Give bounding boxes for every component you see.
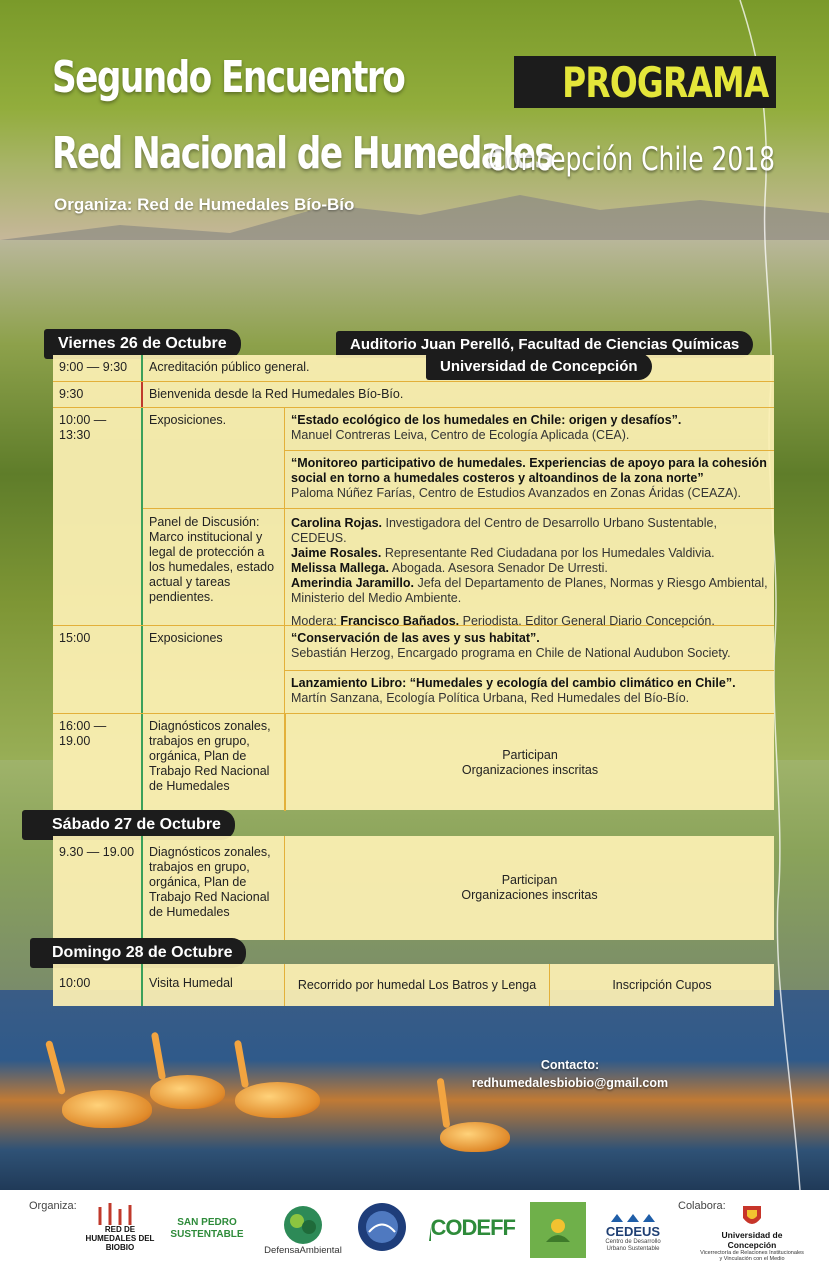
contact-label: Contacto:	[540, 1058, 600, 1072]
organiza-label: Organiza:	[29, 1200, 77, 1212]
defensa-ambiental-logo: DefensaAmbiental	[258, 1200, 348, 1260]
moderator-role: Periodista. Editor General Diario Concepción.	[459, 614, 715, 628]
table-row	[53, 355, 774, 381]
participants-cell	[285, 714, 774, 811]
talk-title: “Conservación de las aves y sus habitat”.	[291, 631, 540, 645]
friday-schedule-table	[53, 355, 774, 810]
humedal-paicavi-logo	[530, 1202, 586, 1258]
activity-cell	[143, 408, 285, 626]
activity-cell: Diagnósticos zonales, trabajos en grupo, orgánica, Plan de Trabajo Red Nacional de Humedales	[143, 714, 285, 811]
participants-orgs: Organizaciones inscritas	[461, 888, 598, 902]
title-line-1: Segundo Encuentro	[52, 52, 405, 103]
participants-cell	[285, 836, 774, 940]
panelists-cell	[285, 508, 774, 626]
time-cell: 9:00 — 9:30	[53, 355, 143, 381]
moderator-label: Modera:	[291, 614, 341, 628]
tree-circle-icon	[283, 1205, 323, 1245]
panelist-role: Jefa del Departamento de Planes, Normas y Riesgo Ambiental, Ministerio del Medio Ambiente.	[291, 576, 768, 605]
friday-day-banner: Viernes 26 de Octubre	[44, 329, 241, 359]
table-row	[53, 836, 774, 940]
panelist-name: Jaime Rosales.	[291, 546, 382, 560]
panel-activity-label: Panel de Discusión: Marco institucional y legal de protección a los humedales, estado actual y tareas pendientes.	[149, 515, 275, 604]
seal-logo	[357, 1202, 407, 1252]
san-pedro-logo: SAN PEDRO SUSTENTABLE	[170, 1217, 244, 1240]
panelist-name: Melissa Mallega.	[291, 561, 389, 575]
shield-icon	[741, 1204, 763, 1230]
programa-banner	[514, 56, 776, 108]
time-cell: 9:30	[53, 382, 143, 408]
activity-cell: Acreditación público general.	[149, 360, 310, 374]
colabora-label: Colabora:	[678, 1200, 726, 1212]
talk-author: Manuel Contreras Leiva, Centro de Ecología Aplicada (CEA).	[291, 428, 630, 442]
panel-divider	[143, 508, 285, 509]
book-launch-cell	[285, 670, 774, 714]
participants-label: Participan	[501, 873, 558, 887]
table-row	[53, 713, 774, 811]
talk-cell	[285, 408, 774, 450]
contact-email[interactable]: redhumedalesbiobio@gmail.com	[471, 1076, 669, 1090]
contact-block	[440, 1056, 700, 1092]
time-cell: 16:00 —19.00	[53, 714, 143, 811]
talk-title: “Monitoreo participativo de humedales. Experiencias de apoyo para la cohesión social en torno a humedales costeros y altoandinos de la zona norte”	[291, 456, 767, 485]
talk-title: “Estado ecológico de los humedales en Chile: origen y desafíos”.	[291, 413, 682, 427]
panelist-role: Representante Red Ciudadana por los Humedales Valdivia.	[381, 546, 715, 560]
title-line-2: Red Nacional de Humedales	[52, 128, 554, 179]
codeff-logo: CODEFF	[425, 1208, 515, 1248]
sunday-schedule-table	[53, 964, 774, 1006]
participants-orgs: Organizaciones inscritas	[461, 762, 599, 777]
bird-icon	[540, 1212, 576, 1248]
activity-cell: Exposiciones	[143, 626, 285, 714]
red-humedales-logo: RED DE HUMEDALES DEL BIOBIO	[85, 1196, 155, 1258]
table-row	[53, 407, 774, 626]
city-year: Concepción Chile 2018	[487, 140, 775, 178]
talk-cell	[285, 626, 774, 670]
table-row	[53, 625, 774, 714]
route-cell: Recorrido por humedal Los Batros y Lenga	[285, 964, 550, 1006]
panelist-name: Carolina Rojas.	[291, 516, 382, 530]
flamingo	[62, 1090, 152, 1128]
panelist-role: Investigadora del Centro de Desarrollo Urbano Sustentable, CEDEUS.	[291, 516, 717, 545]
seal-icon	[357, 1202, 407, 1252]
saturday-schedule-table	[53, 836, 774, 940]
venue-banner-line1: Auditorio Juan Perelló, Facultad de Ciencias Químicas	[336, 331, 753, 358]
time-cell: 9.30 — 19.00	[53, 836, 143, 940]
signup-cell: Inscripción Cupos	[612, 977, 712, 992]
flamingo	[440, 1122, 510, 1152]
time-cell: 10:00	[53, 964, 143, 1006]
book-author: Martín Sanzana, Ecología Política Urbana, Red Humedales del Bío-Bío.	[291, 691, 690, 705]
table-row	[53, 964, 774, 1006]
saturday-day-banner: Sábado 27 de Octubre	[22, 810, 235, 840]
udec-logo: Universidad de Concepción Vicerrectoría de Relaciones Institucionales y Vinculación con el Medio	[700, 1200, 804, 1266]
talk-author: Paloma Núñez Farías, Centro de Estudios Avanzados en Zonas Áridas (CEAZA).	[291, 486, 741, 500]
participants-label: Participan	[502, 747, 558, 762]
panelist-role: Abogada. Asesora Senador De Urresti.	[388, 561, 608, 575]
time-cell: 15:00	[53, 626, 143, 714]
cedeus-logo: CEDEUS Centro de Desarrollo Urbano Sustentable	[600, 1204, 666, 1258]
sunday-day-banner: Domingo 28 de Octubre	[30, 938, 246, 968]
flamingo	[235, 1082, 320, 1118]
talk-author: Sebastián Herzog, Encargado programa en Chile de National Audubon Society.	[291, 646, 731, 660]
moderator-name: Francisco Bañados.	[340, 614, 460, 628]
talk-cell	[285, 450, 774, 508]
venue-banner-line2: Universidad de Concepción	[426, 353, 652, 380]
activity-cell: Bienvenida desde la Red Humedales Bío-Bío.	[149, 387, 404, 401]
time-cell: 10:00 — 13:30	[53, 408, 143, 626]
table-row	[53, 381, 774, 408]
panelist-name: Amerindia Jaramillo.	[291, 576, 414, 590]
programa-label: PROGRAMA	[561, 58, 768, 107]
activity-cell: Diagnósticos zonales, trabajos en grupo, orgánica, Plan de Trabajo Red Nacional de Humedales	[143, 836, 285, 940]
organizer-line: Organiza: Red de Humedales Bío-Bío	[54, 195, 355, 214]
book-title: Lanzamiento Libro: “Humedales y ecología del cambio climático en Chile”.	[291, 676, 736, 690]
reed-icon	[90, 1203, 150, 1225]
activity-cell: Visita Humedal	[143, 964, 285, 1006]
flamingo	[150, 1075, 225, 1109]
sponsors-footer	[0, 1190, 829, 1280]
activity-label: Exposiciones.	[149, 413, 227, 427]
houses-icon	[609, 1210, 657, 1224]
